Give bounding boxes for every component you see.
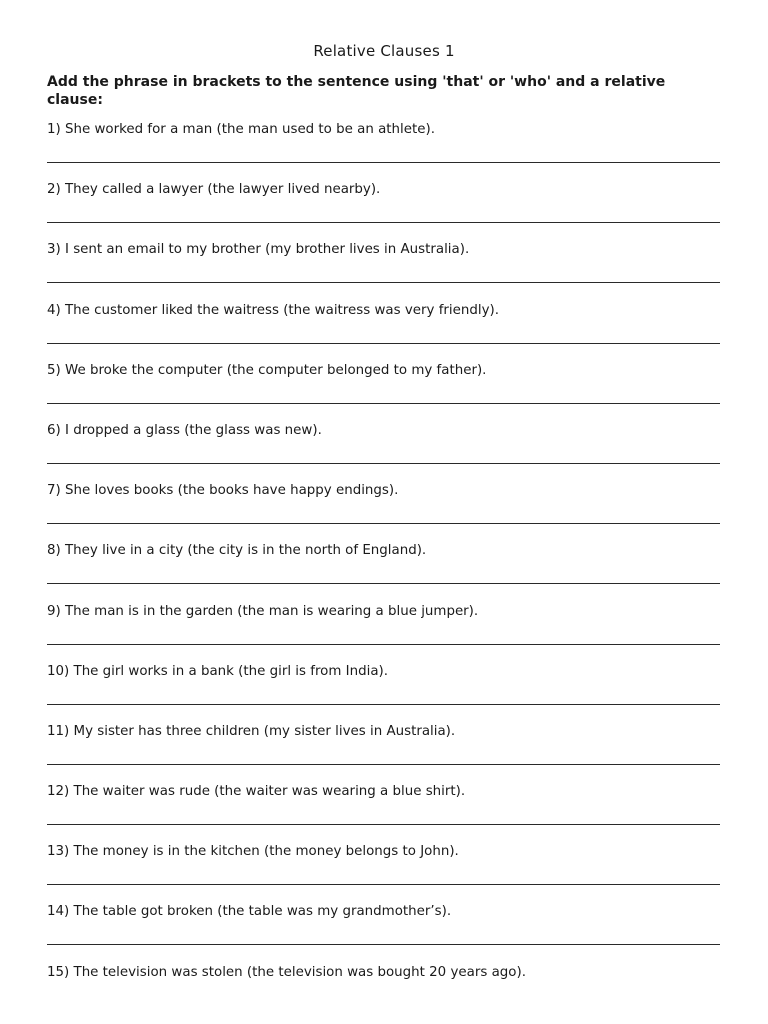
- question-text: 1) She worked for a man (the man used to be an athlete).: [47, 122, 435, 137]
- question-text: 5) We broke the computer (the computer belonged to my father).: [47, 362, 487, 378]
- question-text: 14) The table got broken (the table was my grandmother’s).: [47, 904, 452, 920]
- question-item: [47, 361, 722, 421]
- question-text: 6) I dropped a glass (the glass was new).: [47, 422, 322, 438]
- answer-line[interactable]: [47, 944, 720, 945]
- question-text: 7) She loves books (the books have happy endings).: [47, 483, 399, 499]
- answer-line[interactable]: [47, 463, 720, 464]
- answer-line[interactable]: [47, 583, 720, 584]
- answer-line[interactable]: [47, 824, 720, 825]
- answer-line[interactable]: [47, 343, 720, 344]
- question-item: [47, 541, 722, 601]
- question-item: [47, 120, 722, 180]
- answer-line[interactable]: [47, 282, 720, 283]
- question-text: 12) The waiter was rude (the waiter was wearing a blue shirt).: [47, 784, 466, 800]
- answer-line[interactable]: [47, 704, 720, 705]
- question-item: [47, 602, 722, 662]
- answer-line[interactable]: [47, 764, 720, 765]
- question-item: [47, 662, 722, 722]
- question-text: 2) They called a lawyer (the lawyer lived nearby).: [47, 182, 381, 198]
- question-text: 11) My sister has three children (my sister lives in Australia).: [47, 723, 456, 739]
- question-text: 4) The customer liked the waitress (the waitress was very friendly).: [47, 302, 499, 318]
- question-list: [47, 120, 722, 1023]
- question-item: [47, 722, 722, 782]
- page-title: Relative Clauses 1: [313, 42, 455, 60]
- answer-line[interactable]: [47, 162, 720, 163]
- question-text: 8) They live in a city (the city is in the north of England).: [47, 543, 427, 559]
- instructions: Add the phrase in brackets to the sentence using 'that' or 'who' and a relative clause:: [47, 74, 666, 108]
- answer-line[interactable]: [47, 884, 720, 885]
- question-text: 3) I sent an email to my brother (my brother lives in Australia).: [47, 242, 470, 258]
- question-item: [47, 963, 722, 1023]
- answer-line[interactable]: [47, 222, 720, 223]
- answer-line[interactable]: [47, 403, 720, 404]
- question-item: [47, 842, 722, 902]
- question-item: [47, 180, 722, 240]
- question-item: [47, 481, 722, 541]
- question-item: [47, 240, 722, 300]
- answer-line[interactable]: [47, 523, 720, 524]
- question-item: [47, 902, 722, 962]
- question-text: 10) The girl works in a bank (the girl is from India).: [47, 663, 389, 679]
- question-text: 13) The money is in the kitchen (the money belongs to John).: [47, 844, 459, 860]
- question-item: [47, 782, 722, 842]
- question-text: 15) The television was stolen (the television was bought 20 years ago).: [47, 964, 526, 980]
- question-item: [47, 421, 722, 481]
- question-item: [47, 301, 722, 361]
- question-text: 9) The man is in the garden (the man is wearing a blue jumper).: [47, 603, 479, 619]
- answer-line[interactable]: [47, 644, 720, 645]
